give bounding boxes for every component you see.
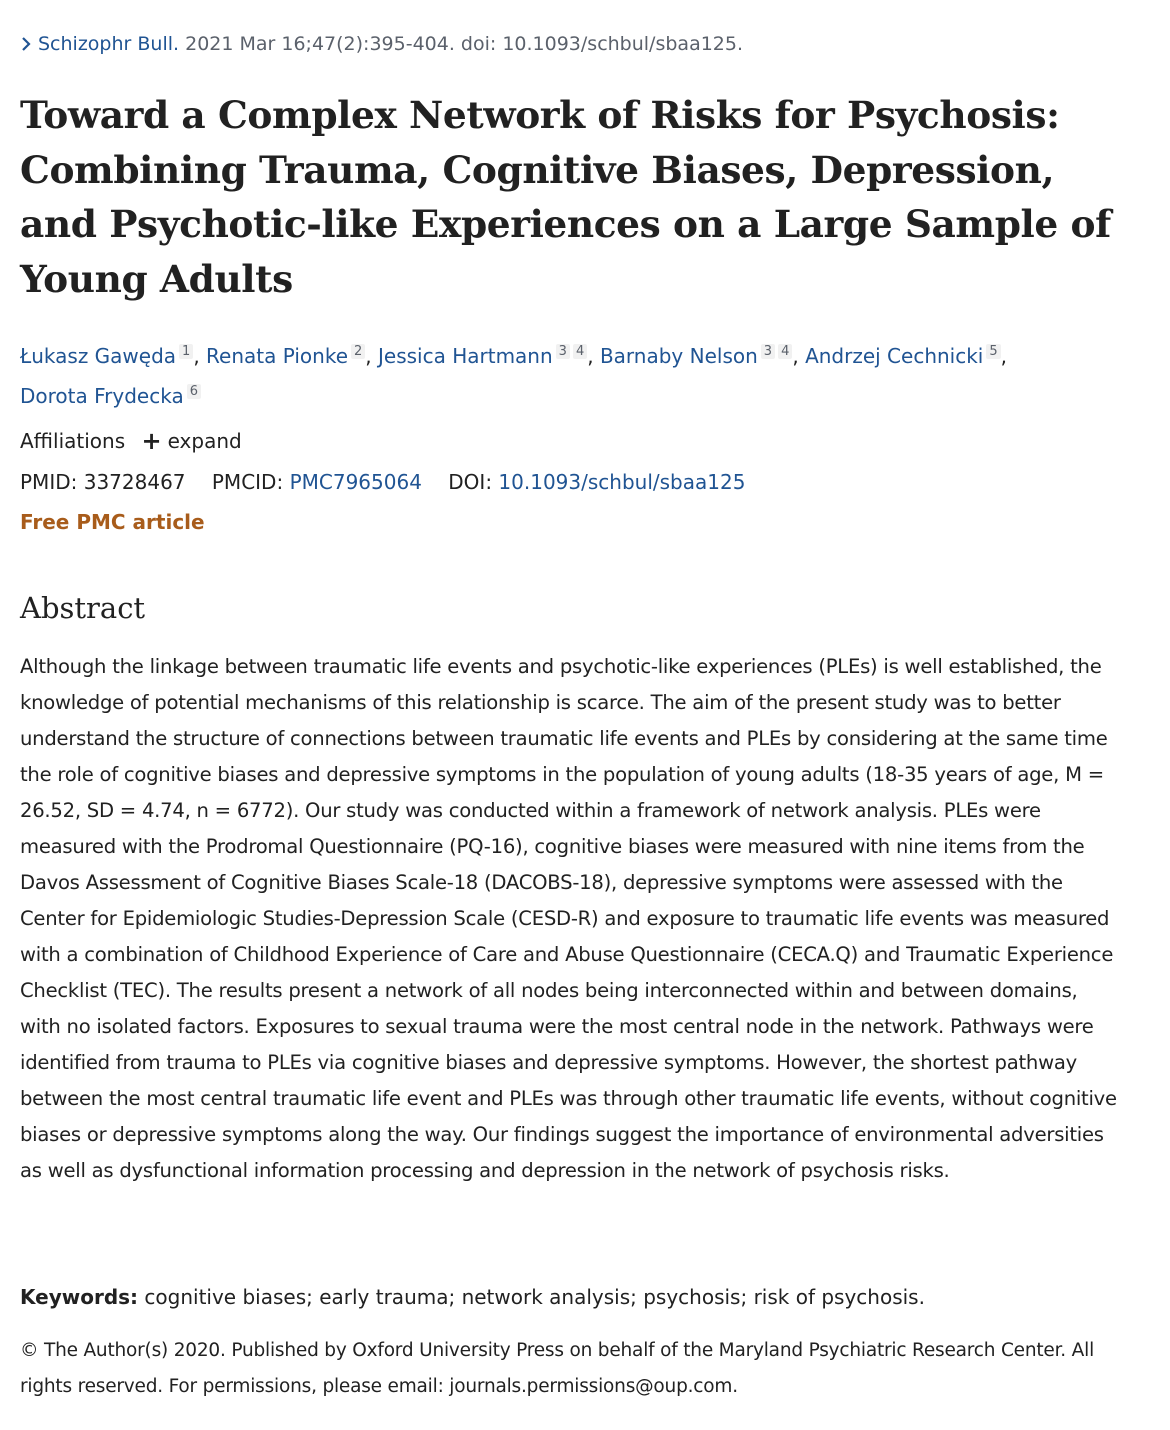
- citation-details: 2021 Mar 16;47(2):395-404. doi: 10.1093/schbul/sbaa125.: [179, 33, 744, 55]
- author-link[interactable]: Andrzej Cechnicki: [805, 344, 984, 368]
- pmcid-label: PMCID:: [211, 470, 284, 494]
- expand-label: expand: [167, 429, 242, 453]
- affiliations-row: [20, 425, 242, 457]
- doi-label: DOI:: [448, 470, 493, 494]
- abstract-heading: Abstract: [20, 591, 146, 625]
- keywords-label: Keywords:: [20, 1285, 139, 1309]
- affiliation-ref[interactable]: 3: [761, 344, 775, 359]
- author-link[interactable]: Łukasz Gawęda: [20, 344, 177, 368]
- copyright-notice: © The Author(s) 2020. Published by Oxford University Press on behalf of the Maryland Psychiatric Research Center. All rights reserved. For permissions, please email: journals.permissions@oup.com.: [20, 1340, 1095, 1397]
- author-list: Łukasz Gawęda $^1$ , Renata Pionke $^2$ , Jessica Hartmann $^3$ $^4$ , Barnaby Nelson $^3$ $^4$ , Andrzej Cechnicki $^5$ , Dorota Frydecka $^6$: [20, 344, 1008, 408]
- author-link[interactable]: Barnaby Nelson: [599, 344, 758, 368]
- author-link[interactable]: Jessica Hartmann: [378, 344, 553, 368]
- affiliation-ref[interactable]: 3: [556, 344, 570, 359]
- affiliation-ref[interactable]: 4: [778, 344, 792, 359]
- affiliation-ref[interactable]: 6: [187, 384, 201, 399]
- plus-icon: +: [141, 427, 162, 455]
- doi-link[interactable]: 10.1093/schbul/sbaa125: [498, 470, 746, 494]
- author-link[interactable]: Dorota Frydecka: [20, 384, 184, 408]
- affiliations-expand-button[interactable]: [141, 429, 241, 453]
- affiliation-ref[interactable]: 1: [179, 344, 193, 359]
- pmid-value: 33728467: [83, 470, 186, 494]
- affiliations-label: Affiliations: [20, 429, 126, 453]
- abstract-text: Although the linkage between traumatic life events and psychotic-like experiences (PLEs) is well established, the knowledge of potential mechanisms of this relationship is scarce. The aim of the present study was to better understand the structure of connections between traumatic life events and PLEs by considering at the same time the role of cognitive biases and depressive symptoms in the population of young adults (18-35 years of age, M = 26.52, SD = 4.74, n = 6772). Our study was conducted within a framework of network analysis. PLEs were measured with the Prodromal Questionnaire (PQ-16), cognitive biases were measured with nine items from the Davos Assessment of Cognitive Biases Scale-18 (DACOBS-18), depressive symptoms were assessed with the Center for Epidemiologic Studies-Depression Scale (CESD-R) and exposure to traumatic life events was measured with a combination of Childhood Experience of Care and Abuse Questionnaire (CECA.Q) and Traumatic Experience Checklist (TEC). The results present a network of all nodes being interconnected within and between domains, with no isolated factors. Exposures to sexual trauma were the most central node in the network. Pathways were identified from trauma to PLEs via cognitive biases and depressive symptoms. However, the shortest pathway between the most central traumatic life event and PLEs was through other traumatic life events, without cognitive biases or depressive symptoms along the way. Our findings suggest the importance of environmental adversities as well as dysfunctional information processing and depression in the network of psychosis risks.: [20, 655, 1117, 1182]
- journal-citation: [20, 30, 743, 58]
- pmid-label: PMID:: [20, 470, 78, 494]
- journal-link[interactable]: Schizophr Bull.: [38, 33, 180, 55]
- pmcid-link[interactable]: PMC7965064: [289, 470, 422, 494]
- keywords-text: cognitive biases; early trauma; network analysis; psychosis; risk of psychosis.: [138, 1285, 925, 1309]
- keywords: [20, 1280, 1130, 1314]
- free-pmc-article-badge: Free PMC article: [20, 510, 205, 534]
- affiliation-ref[interactable]: 2: [351, 344, 365, 359]
- author-link[interactable]: Renata Pionke: [206, 344, 348, 368]
- affiliation-ref[interactable]: 4: [573, 344, 587, 359]
- affiliation-ref[interactable]: 5: [986, 344, 1000, 359]
- identifier-row: [20, 466, 745, 498]
- article-title: Toward a Complex Network of Risks for Psychosis: Combining Trauma, Cognitive Biases, Depression, and Psychotic-like Experiences on a Large Sample of Young Adults: [20, 93, 1111, 301]
- chevron-right-icon[interactable]: [20, 30, 38, 58]
